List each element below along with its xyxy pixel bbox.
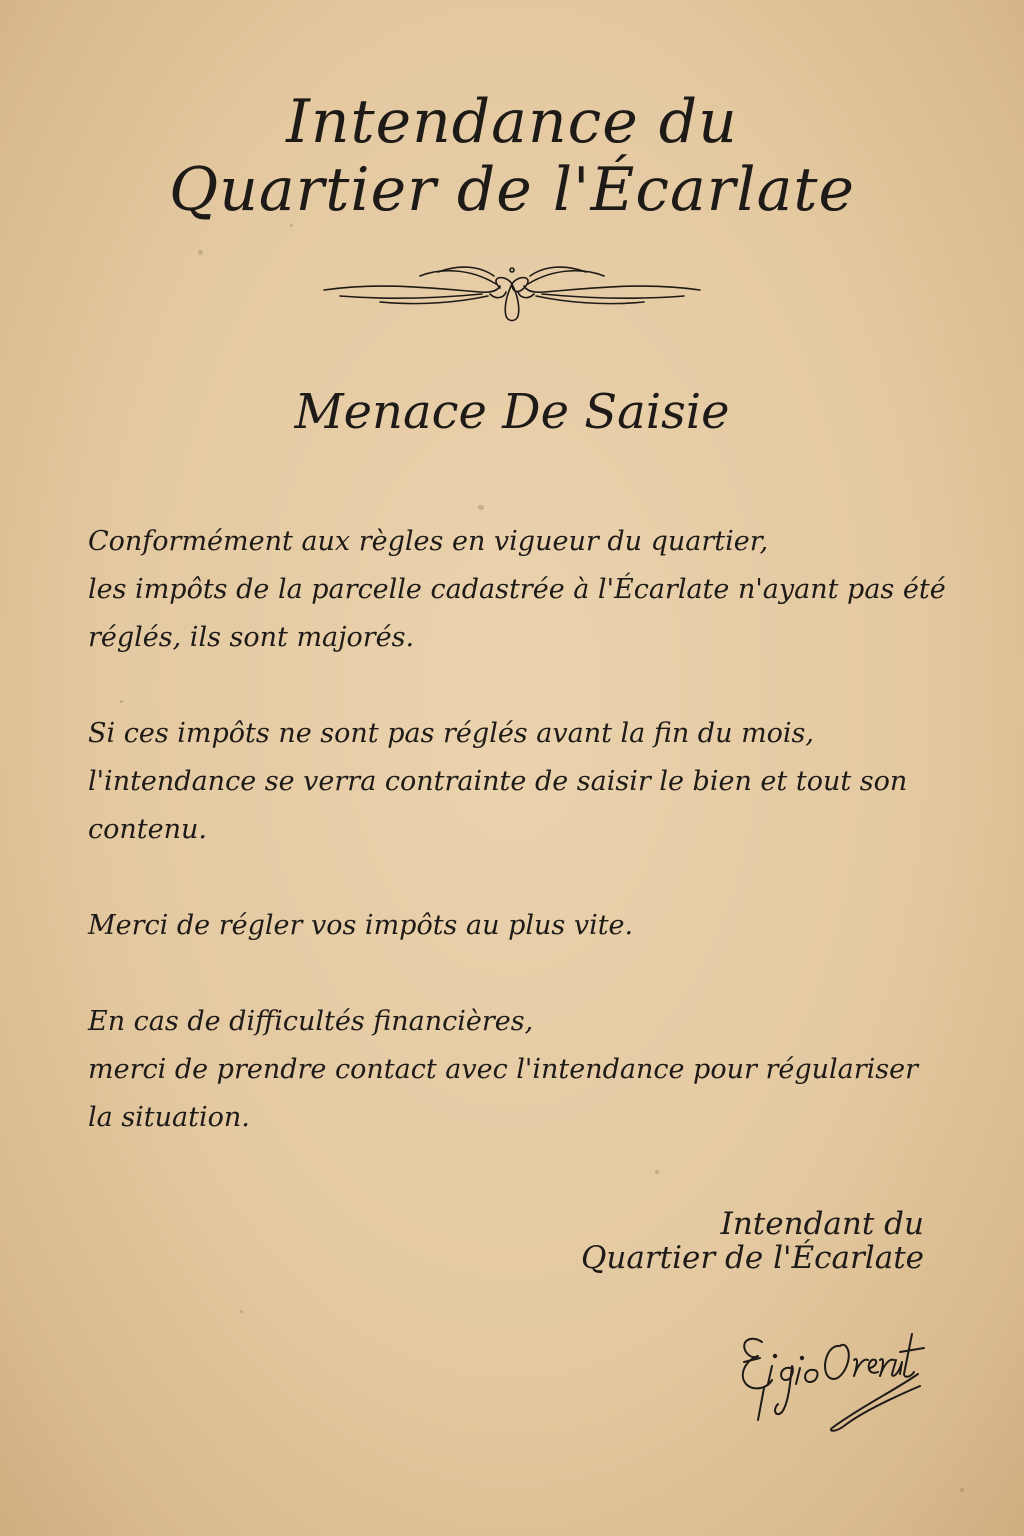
paragraph-4-line: merci de prendre contact avec l'intendance pour régulariser	[88, 1054, 919, 1085]
paper-speck	[960, 1488, 964, 1492]
paper-speck	[655, 1170, 659, 1174]
paragraph-1-line: réglés, ils sont majorés.	[88, 622, 415, 653]
paper-speck	[198, 250, 203, 255]
letter-title-line-1: Intendance du	[286, 87, 738, 157]
paragraph-4-line: En cas de difficultés financières,	[88, 1006, 534, 1037]
paragraph-4-line: la situation.	[88, 1102, 250, 1133]
paragraph-1-line: les impôts de la parcelle cadastrée à l'Écarlate n'ayant pas été	[88, 574, 946, 605]
paragraph-1-line: Conformément aux règles en vigueur du quartier,	[88, 526, 769, 557]
signatory-title-line-2: Quartier de l'Écarlate	[580, 1240, 924, 1276]
paper-speck	[478, 505, 484, 510]
handwritten-signature	[732, 1312, 928, 1434]
paragraph-3-line: Merci de régler vos impôts au plus vite.	[88, 910, 634, 941]
flourish-divider-icon	[320, 262, 704, 326]
paper-speck	[240, 1310, 243, 1313]
paper-speck	[120, 700, 123, 703]
letter-subject: Menace De Saisie	[294, 384, 730, 440]
signatory-title-line-1: Intendant du	[720, 1206, 924, 1242]
paragraph-2-line: contenu.	[88, 814, 207, 845]
letter-title-line-2: Quartier de l'Écarlate	[169, 155, 855, 225]
paragraph-2-line: Si ces impôts ne sont pas réglés avant la fin du mois,	[88, 718, 814, 749]
paragraph-2-line: l'intendance se verra contrainte de saisir le bien et tout son	[88, 766, 908, 797]
